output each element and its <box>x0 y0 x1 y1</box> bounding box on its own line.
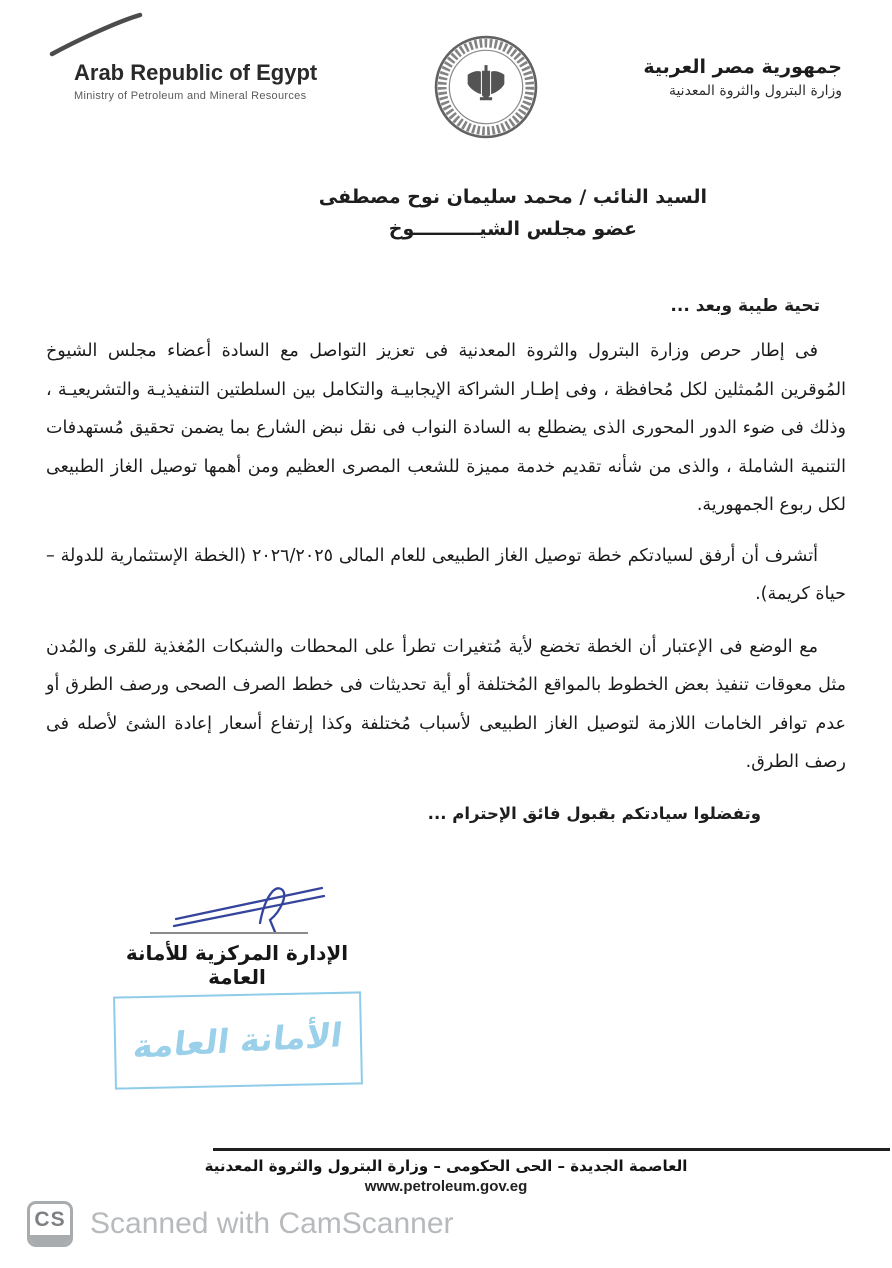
footer-address: العاصمة الجديدة – الحى الحكومى – وزارة البترول والثروة المعدنية <box>204 1157 688 1175</box>
greeting-line: تحية طيبة وبعد ... <box>670 296 820 316</box>
country-title-en: Arab Republic of Egypt <box>74 60 318 85</box>
header-english <box>74 60 317 102</box>
signature-underline <box>150 932 308 934</box>
addressee-name: السيد النائب / محمد سليمان نوح مصطفى <box>318 186 707 208</box>
camscanner-badge-bottom-bar <box>30 1235 70 1244</box>
addressee-role: عضو مجلس الشيــــــــــوخ <box>388 218 637 240</box>
ministry-subtitle-ar: وزارة البترول والثروة المعدنية <box>668 83 842 99</box>
camscanner-badge-icon <box>27 1201 73 1247</box>
ministry-seal-icon <box>433 34 539 140</box>
footer-divider <box>213 1148 890 1151</box>
paragraph-3: مع الوضع فى الإعتبار أن الخطة تخضع لأية مُتغيرات تطرأ على المحطات والشبكات المُغذية للقرى والمُدن مثل معوقات تنفيذ بعض الخطوط بالمواقع المُختلفة أو أية تحديثات فى خطط الصرف الصحى ورصف الطرق أو عدم توافر الخامات اللازمة لتوصيل الغاز الطبيعى لأسباب مُختلفة وكذا إرتفاع أسعار إعادة الشئ لأصله فى رصف الطرق. <box>46 636 846 772</box>
header-arabic <box>643 56 842 99</box>
paragraph-1: فى إطار حرص وزارة البترول والثروة المعدنية فى تعزيز التواصل مع السادة أعضاء مجلس الشيوخ المُوقرين المُمثلين لكل مُحافظة ، وفى إطـار الشراكة الإيجابيـة والتكامل بين السلطتين التنفيذيـة والتشريعيـة ، وذلك فى ضوء الدور المحورى الذى يضطلع به السادة النواب فى نقل نبض الشارع بما يضمن تحقيق مُستهدفات التنمية الشاملة ، والذى من شأنه تقديم خدمة مميزة للشعب المصرى العظيم ومن أهمها توصيل الغاز الطبيعى لكل ربوع الجمهورية. <box>46 341 846 515</box>
footer-website: www.petroleum.gov.eg <box>364 1178 528 1195</box>
pen-mark <box>44 8 148 60</box>
stamp-text: الأمانة العامة <box>131 1015 345 1066</box>
camscanner-watermark-text: Scanned with CamScanner <box>90 1207 454 1240</box>
signature-title: الإدارة المركزية للأمانة العامة <box>125 941 349 989</box>
camscanner-badge-label: CS <box>34 1208 66 1231</box>
country-title-ar: جمهورية مصر العربية <box>643 56 842 78</box>
closing-line: وتفضلوا سيادتكم بقبول فائق الإحترام ... <box>427 803 761 823</box>
footer-block <box>0 1157 892 1195</box>
addressee-block <box>319 186 707 240</box>
ministry-subtitle-en: Ministry of Petroleum and Mineral Resources <box>74 90 307 102</box>
letter-body <box>46 332 846 823</box>
paragraph-2: أتشرف أن أرفق لسيادتكم خطة توصيل الغاز الطبيعى للعام المالى ٢٠٢٦/٢٠٢٥ (الخطة الإستثمارية للدولة – حياة كريمة). <box>46 545 846 604</box>
handwritten-signature <box>168 872 348 934</box>
camscanner-watermark <box>27 1201 454 1247</box>
official-stamp <box>113 991 363 1089</box>
